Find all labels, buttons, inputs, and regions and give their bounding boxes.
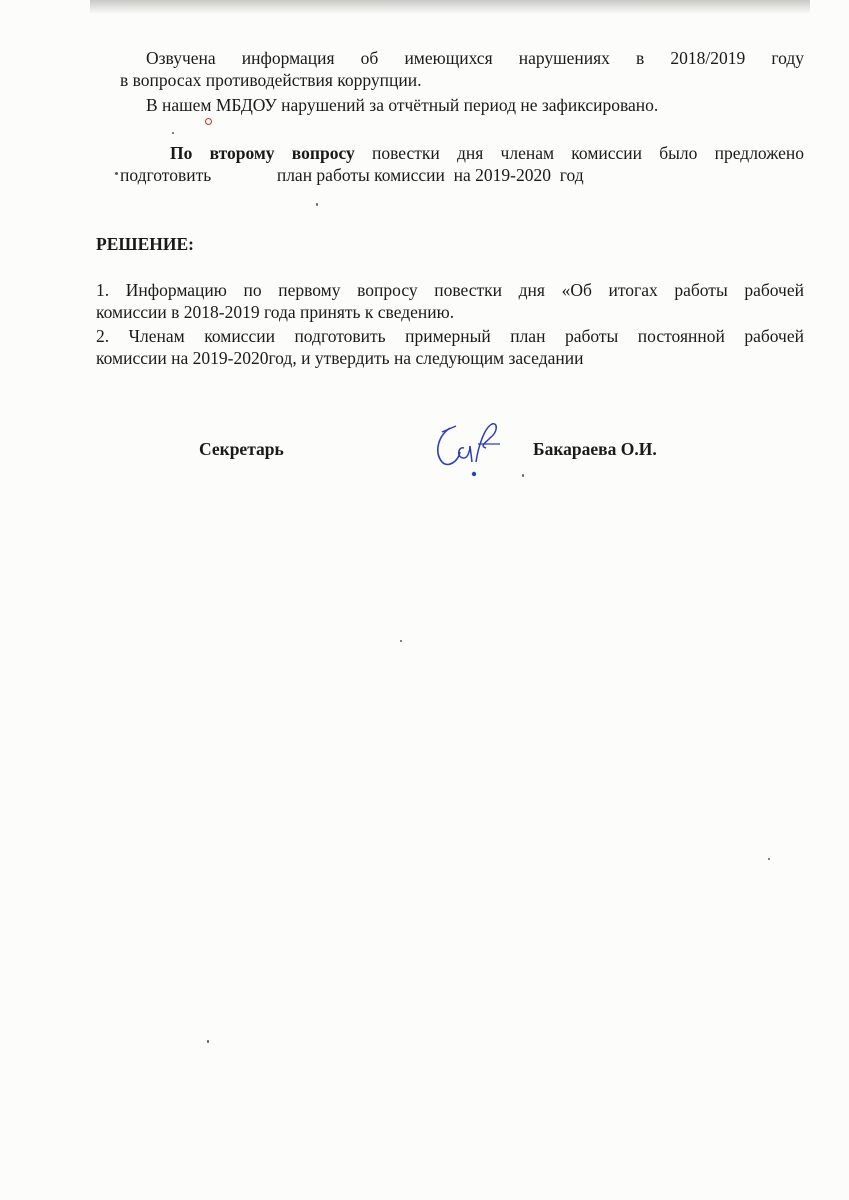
scan-speck	[316, 203, 318, 206]
paragraph-second-question-line1	[170, 143, 804, 164]
scan-speck	[207, 1040, 209, 1043]
scan-speck	[522, 474, 524, 477]
secretary-label: Секретарь	[199, 439, 284, 459]
scan-shadow	[90, 0, 810, 14]
decision-item-1-line2: комиссии в 2018-2019 года принять к сведению.	[96, 302, 455, 322]
paragraph-no-violations: В нашем МБДОУ нарушений за отчётный период не зафиксировано.	[146, 95, 659, 115]
scan-speck	[400, 640, 402, 642]
decision-item-2-line2: комиссии на 2019-2020год, и утвердить на следующим заседании	[96, 348, 584, 368]
scan-speck	[172, 132, 174, 134]
scan-speck	[115, 172, 118, 175]
red-speck	[205, 118, 212, 125]
second-question-rest: повестки дня членам комиссии было предложено	[354, 143, 804, 163]
secretary-name: Бакараева О.И.	[533, 439, 657, 459]
decision-item-2-line1: 2. Членам комиссии подготовить примерный план работы постоянной рабочей	[96, 326, 804, 346]
scan-speck	[768, 858, 770, 860]
paragraph-violations-line1: Озвучена информация об имеющихся нарушениях в 2018/2019 году	[146, 48, 804, 68]
decision-item-1-line1: 1. Информацию по первому вопросу повестки дня «Об итогах работы рабочей	[96, 280, 804, 300]
paragraph-second-question-line2: подготовить план работы комиссии на 2019-2020 год	[120, 165, 584, 185]
handwritten-signature	[428, 418, 518, 480]
decision-heading: РЕШЕНИЕ:	[96, 234, 194, 254]
paragraph-violations-line2: в вопросах противодействия коррупции.	[120, 70, 422, 90]
second-question-bold: По второму вопросу	[170, 143, 355, 163]
